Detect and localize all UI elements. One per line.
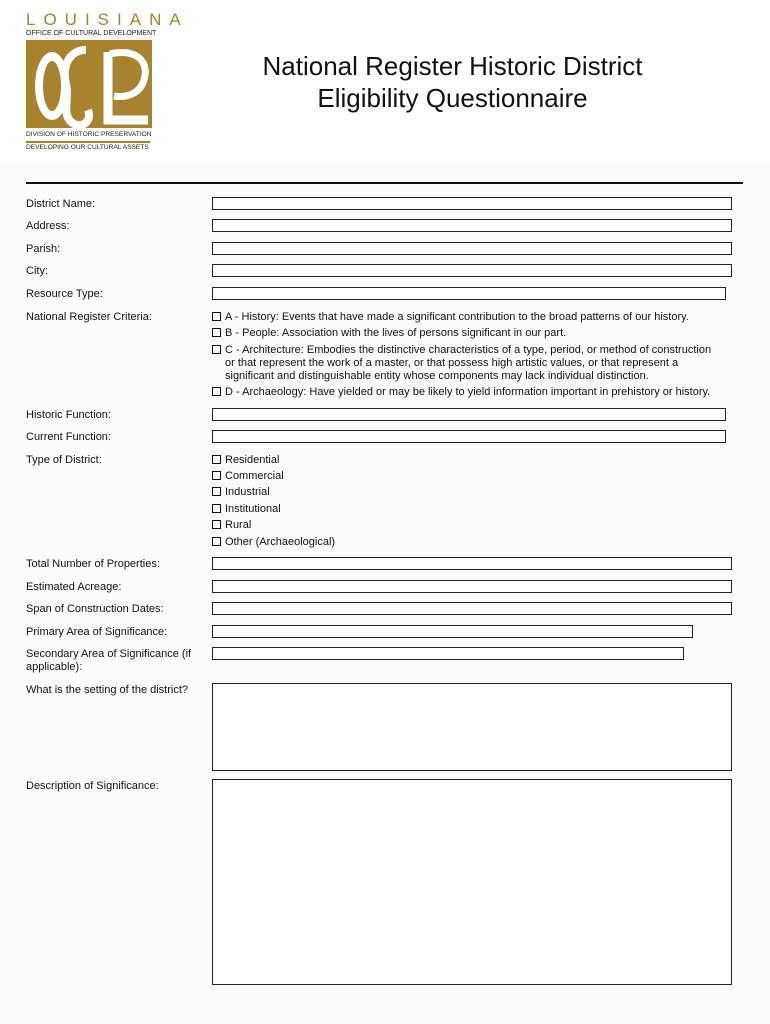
total-properties-field[interactable] — [212, 557, 732, 570]
parish-field[interactable] — [212, 242, 732, 255]
acreage-field[interactable] — [212, 580, 732, 593]
page-title — [210, 50, 695, 114]
logo-wordmark: LOUISIANA — [26, 10, 189, 29]
district-type-label: Type of District: — [26, 454, 102, 466]
acreage-label: Estimated Acreage: — [26, 581, 122, 593]
type-institutional-option[interactable] — [212, 503, 722, 516]
title-line-2: Eligibility Questionnaire — [317, 83, 588, 113]
criteria-c-checkbox[interactable] — [212, 345, 221, 354]
resource-type-label: Resource Type: — [26, 288, 103, 300]
criteria-label: National Register Criteria: — [26, 311, 152, 323]
type-industrial-option[interactable] — [212, 486, 722, 499]
ocd-emblem-icon — [26, 40, 152, 128]
criteria-d-option[interactable] — [212, 386, 722, 399]
current-function-field[interactable] — [212, 430, 726, 443]
type-other-text: Other (Archaeological) — [225, 536, 336, 548]
description-textarea[interactable] — [212, 779, 732, 985]
span-dates-field[interactable] — [212, 602, 732, 615]
louisiana-ocd-logo — [26, 10, 189, 155]
address-label: Address: — [26, 220, 70, 232]
span-dates-label: Span of Construction Dates: — [26, 603, 164, 615]
resource-type-field[interactable] — [212, 287, 726, 300]
criteria-b-option[interactable] — [212, 327, 722, 340]
type-residential-option[interactable] — [212, 454, 722, 467]
logo-office-text: OFFICE OF CULTURAL DEVELOPMENT — [26, 30, 157, 37]
criteria-c-text: C - Architecture: Embodies the distinctive characteristics of a type, period, or method of construction or that represent the work of a master, or that possess high artistic values, or that represent a significant and distinguishable entity whose components may lack individual distinction. — [225, 344, 712, 382]
logo-division-text: DIVISION OF HISTORIC PRESERVATION — [26, 131, 152, 138]
total-properties-label: Total Number of Properties: — [26, 558, 160, 570]
header-divider — [26, 182, 743, 184]
type-rural-option[interactable] — [212, 519, 722, 532]
historic-function-label: Historic Function: — [26, 409, 111, 421]
criteria-b-text: B - People: Association with the lives of persons significant in our part. — [225, 327, 567, 339]
type-rural-checkbox[interactable] — [212, 520, 221, 529]
page-header — [0, 0, 770, 162]
city-label: City: — [26, 265, 48, 277]
secondary-area-field[interactable] — [212, 647, 684, 660]
criteria-b-checkbox[interactable] — [212, 328, 221, 337]
type-industrial-checkbox[interactable] — [212, 487, 221, 496]
type-institutional-text: Institutional — [225, 503, 281, 515]
secondary-area-label: Secondary Area of Significance (if applicable): — [26, 648, 192, 673]
description-label: Description of Significance: — [26, 780, 159, 792]
type-commercial-option[interactable] — [212, 470, 722, 483]
criteria-a-checkbox[interactable] — [212, 312, 221, 321]
primary-area-label: Primary Area of Significance: — [26, 626, 168, 638]
title-line-1: National Register Historic District — [262, 51, 643, 81]
criteria-a-text: A - History: Events that have made a significant contribution to the broad patterns of our history. — [225, 311, 689, 323]
parish-label: Parish: — [26, 243, 61, 255]
logo-divider — [26, 141, 150, 143]
primary-area-field[interactable] — [212, 625, 693, 638]
criteria-d-text: D - Archaeology: Have yielded or may be likely to yield information important in prehistory or history. — [225, 386, 711, 398]
type-commercial-checkbox[interactable] — [212, 471, 221, 480]
current-function-label: Current Function: — [26, 431, 111, 443]
type-residential-checkbox[interactable] — [212, 455, 221, 464]
type-other-checkbox[interactable] — [212, 537, 221, 546]
criteria-a-option[interactable] — [212, 311, 722, 324]
logo-tagline: DEVELOPING OUR CULTURAL ASSETS — [26, 144, 149, 151]
type-commercial-text: Commercial — [225, 470, 284, 482]
type-residential-text: Residential — [225, 454, 280, 466]
criteria-d-checkbox[interactable] — [212, 387, 221, 396]
type-industrial-text: Industrial — [225, 486, 270, 498]
type-rural-text: Rural — [225, 519, 252, 531]
address-field[interactable] — [212, 219, 732, 232]
city-field[interactable] — [212, 264, 732, 277]
historic-function-field[interactable] — [212, 408, 726, 421]
type-institutional-checkbox[interactable] — [212, 504, 221, 513]
criteria-c-option[interactable] — [212, 344, 717, 383]
district-name-label: District Name: — [26, 198, 96, 210]
type-other-option[interactable] — [212, 536, 722, 549]
setting-label: What is the setting of the district? — [26, 684, 189, 696]
district-name-field[interactable] — [212, 197, 732, 210]
setting-textarea[interactable] — [212, 683, 732, 771]
